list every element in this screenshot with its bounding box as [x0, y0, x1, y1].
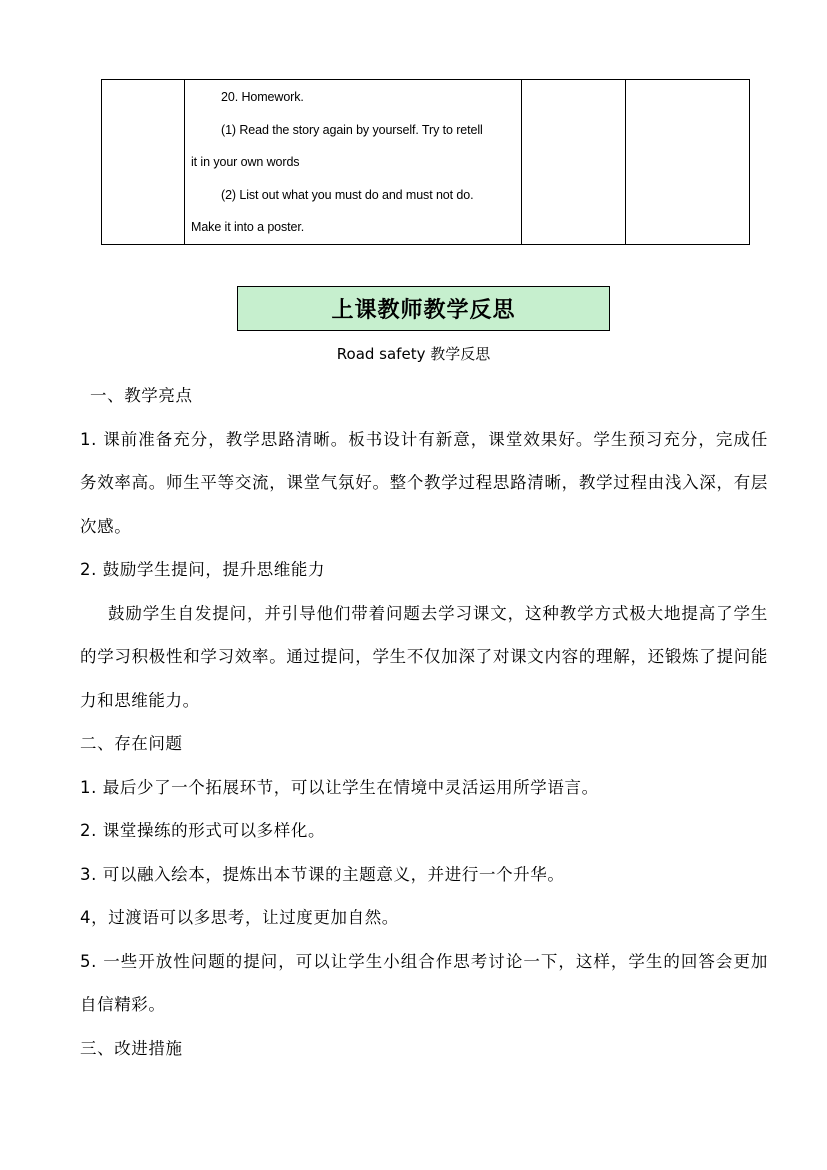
table-row	[102, 80, 750, 245]
homework-content	[185, 80, 521, 244]
table-cell-empty-left	[102, 80, 185, 245]
subtitle: Road safety 教学反思	[336, 345, 491, 363]
table-cell-homework	[185, 80, 522, 245]
reflection-body	[80, 374, 768, 1070]
problem-item: 3. 可以融入绘本，提炼出本节课的主题意义，并进行一个升华。	[80, 864, 565, 884]
highlight-item-2-heading: 2. 鼓励学生提问，提升思维能力	[80, 560, 326, 579]
problem-item: 2. 课堂操练的形式可以多样化。	[80, 821, 326, 840]
problem-item: 1. 最后少了一个拓展环节，可以让学生在情境中灵活运用所学语言。	[80, 777, 599, 797]
homework-line: Make it into a poster.	[191, 220, 305, 234]
section-title: 上课教师教学反思	[237, 286, 610, 331]
problem-item: 5. 一些开放性问题的提问，可以让学生小组合作思考讨论一下，这样，学生的回答会更加自信精彩。	[80, 951, 768, 1014]
problem-item: 4，过渡语可以多思考，让过度更加自然。	[80, 908, 399, 927]
highlight-item-2-text: 鼓励学生自发提问，并引导他们带着问题去学习课文，这种教学方式极大地提高了学生的学习积极性和学习效率。通过提问，学生不仅加深了对课文内容的理解，还锻炼了提问能力和思维能力。	[80, 603, 768, 710]
section-heading-highlights: 一、教学亮点	[90, 386, 193, 405]
homework-line: it in your own words	[191, 155, 300, 169]
table-cell-empty	[522, 80, 626, 245]
table-cell-empty-right	[626, 80, 750, 245]
homework-line: (1) Read the story again by yourself. Try to retell	[221, 122, 483, 137]
homework-table	[101, 79, 750, 245]
highlight-item-1: 1. 课前准备充分，教学思路清晰。板书设计有新意，课堂效果好。学生预习充分，完成任务效率高。师生平等交流，课堂气氛好。整个教学过程思路清晰，教学过程由浅入深，有层次感。	[80, 429, 768, 536]
homework-title: 20. Homework.	[221, 90, 304, 104]
section-heading-improvements: 三、改进措施	[80, 1038, 183, 1058]
section-heading-problems: 二、存在问题	[80, 734, 183, 753]
homework-line: (2) List out what you must do and must not do.	[221, 187, 474, 202]
